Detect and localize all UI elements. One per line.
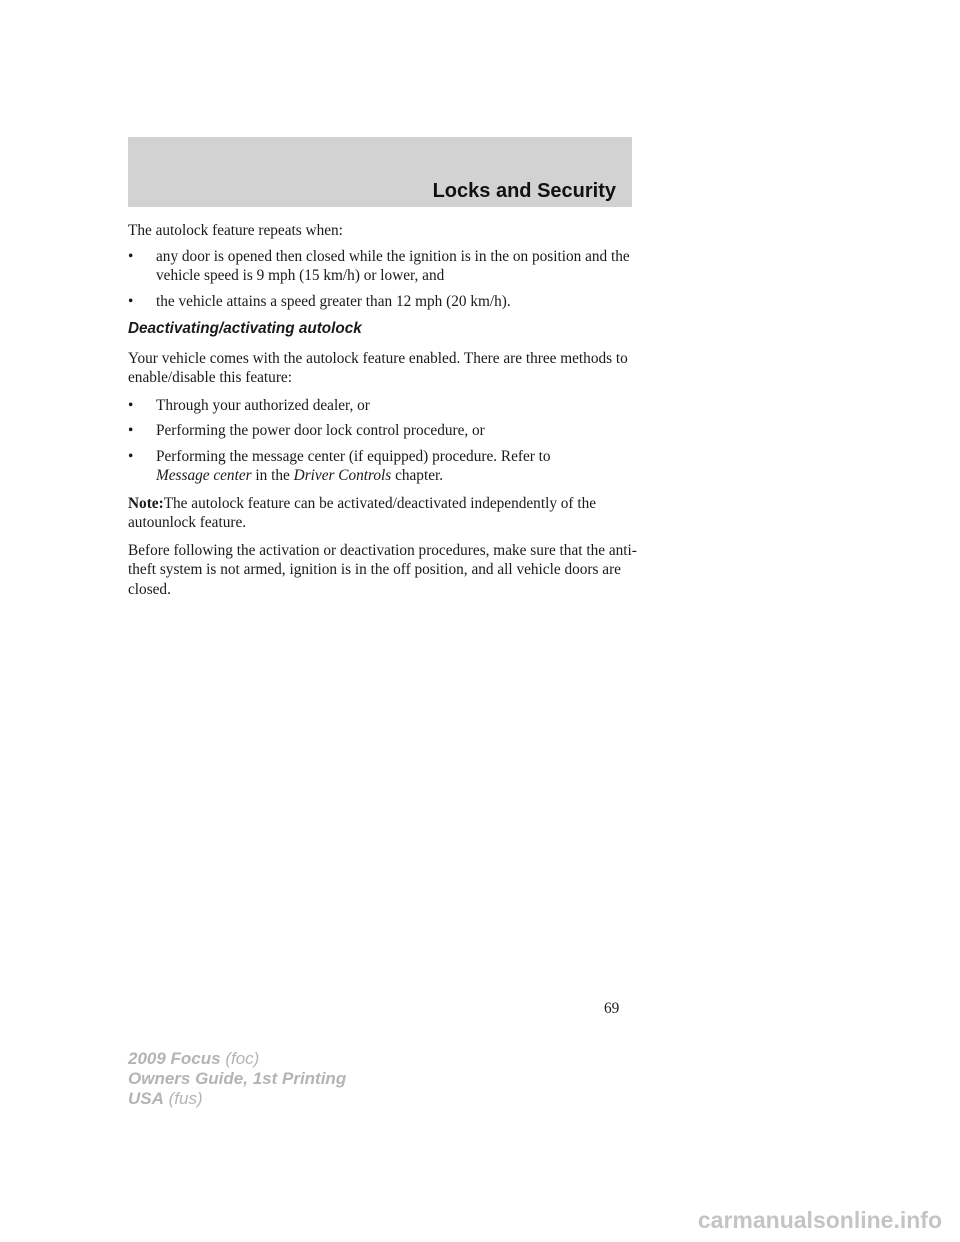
repeat-conditions-list <box>128 247 648 312</box>
bullet-icon: • <box>128 247 134 265</box>
page-number: 69 <box>604 1000 620 1017</box>
list-item <box>128 247 648 286</box>
list-item-text: any door is opened then closed while the ignition is in the on position and the vehicle speed is 9 mph (15 km/h) or lower, and <box>156 247 630 284</box>
list-item-text: Performing the power door lock control procedure, or <box>156 422 485 439</box>
note-text: The autolock feature can be activated/deactivated independently of the autounlock feature. <box>128 494 597 531</box>
section-title: Locks and Security <box>432 180 616 202</box>
footer-model-year: 2009 Focus <box>128 1049 221 1068</box>
footer-model-code: (foc) <box>225 1049 260 1068</box>
list-item-text: the vehicle attains a speed greater than 12 mph (20 km/h). <box>156 292 511 310</box>
bullet-icon: • <box>128 422 134 439</box>
message-center-reference: Message center <box>156 467 252 484</box>
section-header-band <box>128 137 632 207</box>
footer-market: USA <box>128 1089 164 1108</box>
closing-paragraph: Before following the activation or deactivation procedures, make sure that the anti-theft system is not armed, ignition is in the off position, and all vehicle doors are closed. <box>128 541 637 598</box>
list-item-text: Performing the message center (if equipped) procedure. Refer to <box>156 447 551 465</box>
bullet-icon: • <box>128 396 134 414</box>
footer-line-model <box>128 1049 346 1069</box>
document-footer <box>128 1049 346 1109</box>
methods-list <box>128 396 648 486</box>
autolock-repeat-intro: The autolock feature repeats when: <box>128 222 343 239</box>
site-watermark: carmanualsonline.info <box>697 1207 942 1233</box>
methods-intro-paragraph: Your vehicle comes with the autolock feature enabled. There are three methods to enable/disable this feature: <box>128 349 628 386</box>
subheading-deactivating-autolock: Deactivating/activating autolock <box>128 320 362 337</box>
note-paragraph <box>128 494 648 533</box>
list-item-text: in the <box>255 467 290 484</box>
bullet-icon: • <box>128 292 134 310</box>
list-item <box>128 421 648 441</box>
page-content <box>128 221 648 607</box>
list-item-text: Through your authorized dealer, or <box>156 396 370 414</box>
list-item <box>128 447 648 486</box>
list-item <box>128 396 648 416</box>
driver-controls-reference: Driver Controls <box>293 467 392 484</box>
bullet-icon: • <box>128 447 134 465</box>
list-item-text: chapter. <box>395 467 444 484</box>
footer-line-market <box>128 1089 346 1109</box>
footer-market-code: (fus) <box>168 1089 203 1108</box>
note-label: Note: <box>128 494 164 512</box>
list-item <box>128 292 648 312</box>
footer-line-printing: Owners Guide, 1st Printing <box>128 1069 347 1088</box>
